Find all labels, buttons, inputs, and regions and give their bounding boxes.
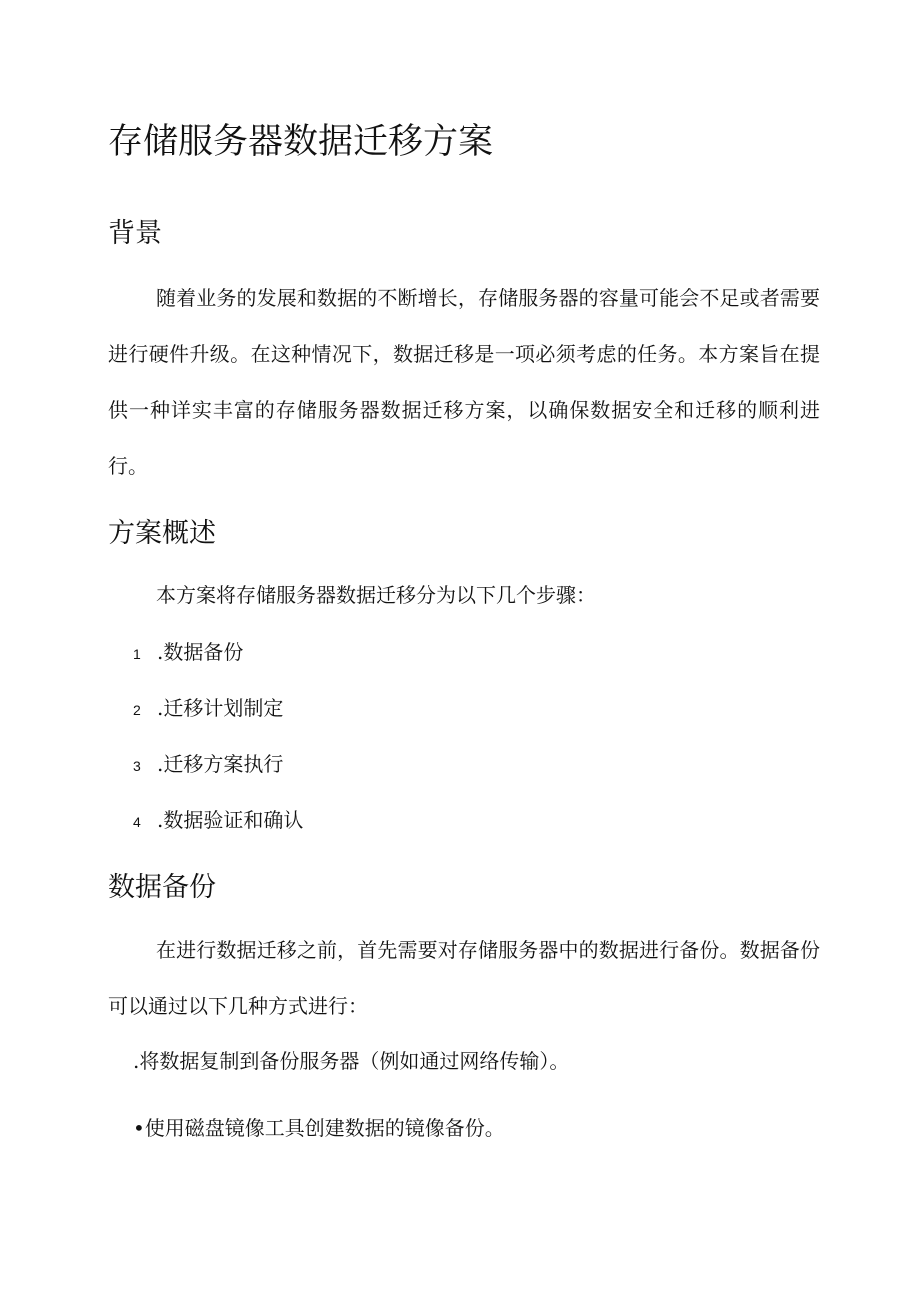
step-text: .数据备份 xyxy=(157,640,244,664)
bullet-mark: . xyxy=(133,1049,140,1073)
section-heading-background: 背景 xyxy=(108,218,162,249)
step-number: 1 xyxy=(133,646,141,662)
step-number: 2 xyxy=(133,702,141,718)
step-text: .数据验证和确认 xyxy=(157,808,304,832)
list-item xyxy=(133,682,303,738)
overview-intro: 本方案将存储服务器数据迁移分为以下几个步骤： xyxy=(156,583,596,607)
bullet-item xyxy=(133,1041,569,1081)
step-text: .迁移方案执行 xyxy=(157,752,284,776)
section-heading-backup: 数据备份 xyxy=(108,872,216,903)
background-paragraph: 随着业务的发展和数据的不断增长，存储服务器的容量可能会不足或者需要进行硬件升级。在这种情况下，数据迁移是一项必须考虑的任务。本方案旨在提供一种详实丰富的存储服务器数据迁移方案，以确保数据安全和迁移的顺利进行。 xyxy=(108,286,820,478)
backup-paragraph: 在进行数据迁移之前，首先需要对存储服务器中的数据进行备份。数据备份可以通过以下几种方式进行： xyxy=(108,938,820,1018)
document-title: 存储服务器数据迁移方案 xyxy=(108,122,494,162)
list-item xyxy=(133,794,303,850)
steps-list xyxy=(133,626,303,850)
list-item xyxy=(133,738,303,794)
step-number: 3 xyxy=(133,758,141,774)
step-text: .迁移计划制定 xyxy=(157,696,284,720)
bullet-item xyxy=(133,1108,505,1148)
bullet-text: 使用磁盘镜像工具创建数据的镜像备份。 xyxy=(144,1116,505,1140)
bullet-mark: • xyxy=(133,1116,145,1140)
bullet-text: 将数据复制到备份服务器（例如通过网络传输）。 xyxy=(139,1049,570,1073)
step-number: 4 xyxy=(133,814,141,830)
list-item xyxy=(133,626,303,682)
section-heading-overview: 方案概述 xyxy=(108,518,216,549)
